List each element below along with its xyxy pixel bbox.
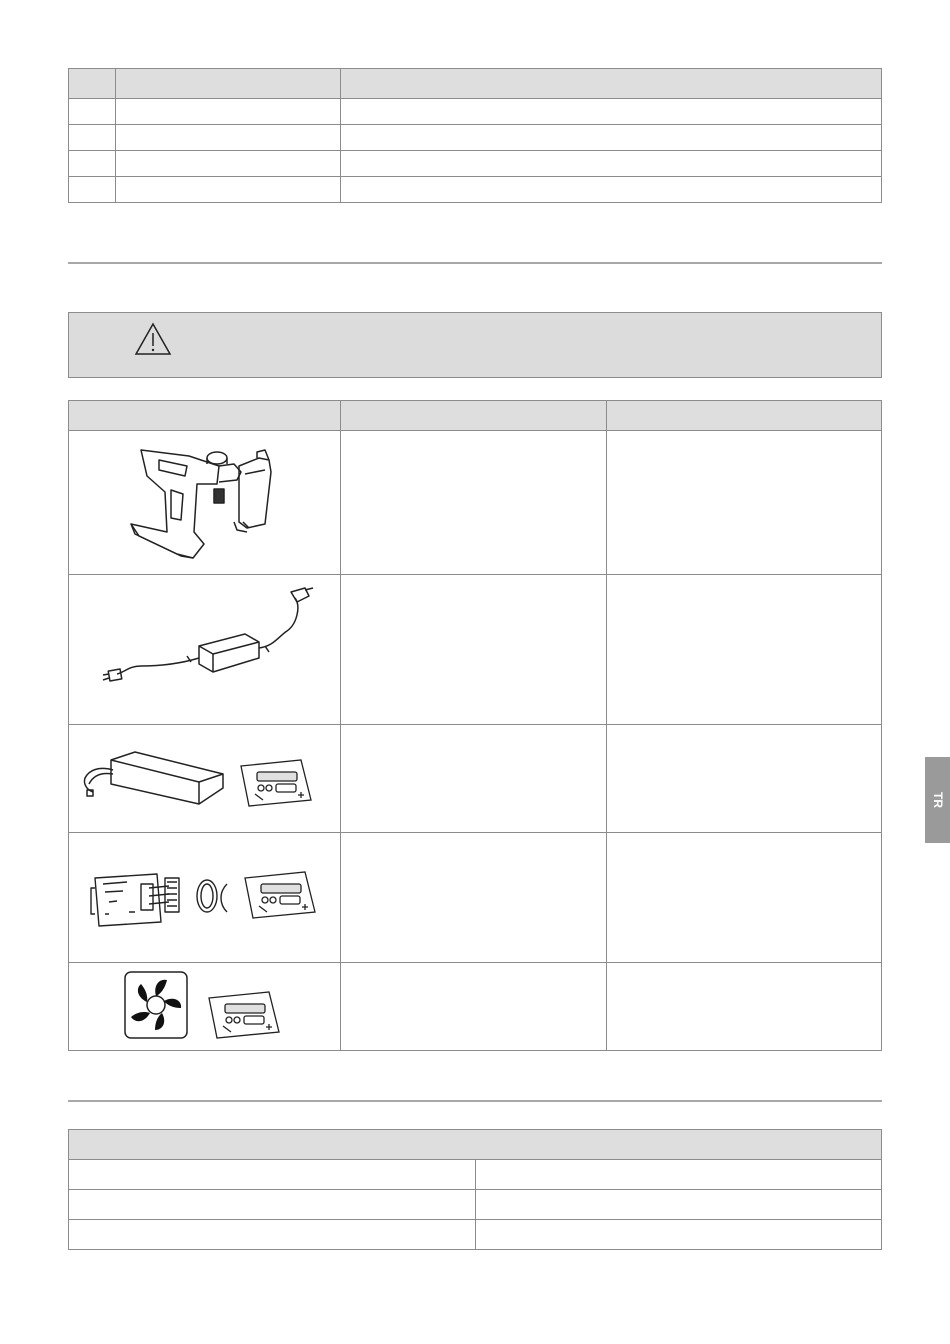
warning-triangle-icon [134,322,172,356]
circuit-board-ring-label-illustration [69,834,340,962]
parts-table-header-row [69,401,882,431]
part-description-cell [341,575,607,725]
top-table-cell [116,69,341,99]
table-row [69,833,882,963]
power-adapter-cable-illustration [69,576,340,724]
top-table-cell [341,151,882,177]
top-table-cell [341,99,882,125]
table-row [69,99,882,125]
part-description-cell [341,725,607,833]
table-row [69,725,882,833]
parts-table [68,400,882,1051]
part-description-cell [341,431,607,575]
bottom-table-header-row [69,1130,882,1160]
section-divider [68,1100,882,1102]
table-row [69,963,882,1051]
parts-table-header [341,401,607,431]
part-image-cell [69,431,341,575]
top-table-cell [341,69,882,99]
top-table-cell [69,69,116,99]
part-detail-cell [607,963,882,1051]
top-table-header-row [69,69,882,99]
table-row [69,431,882,575]
part-detail-cell [607,575,882,725]
table-row [69,151,882,177]
language-tab-label: TR [930,792,945,808]
table-row [69,125,882,151]
part-detail-cell [607,431,882,575]
part-detail-cell [607,833,882,963]
battery-pack-and-label-illustration [69,726,340,832]
top-table-cell [341,125,882,151]
language-tab-tr[interactable] [925,757,950,843]
mounting-bracket-illustration [69,432,340,574]
top-table-cell [69,125,116,151]
top-table-cell [116,151,341,177]
bottom-table [68,1129,882,1250]
top-table-cell [116,177,341,203]
table-row [69,1220,882,1250]
table-row [69,575,882,725]
top-table-cell [116,99,341,125]
parts-table-header [607,401,882,431]
part-image-cell [69,833,341,963]
table-row [69,1190,882,1220]
part-detail-cell [607,725,882,833]
fan-and-label-illustration [69,964,340,1050]
table-row [69,177,882,203]
part-image-cell [69,575,341,725]
part-description-cell [341,833,607,963]
bottom-table-header [69,1130,882,1160]
part-image-cell [69,963,341,1051]
bottom-table-cell [69,1190,476,1220]
bottom-table-cell [476,1220,882,1250]
top-table-cell [69,99,116,125]
top-table-cell [69,177,116,203]
table-row [69,1160,882,1190]
part-image-cell [69,725,341,833]
parts-table-header [69,401,341,431]
bottom-table-cell [476,1190,882,1220]
top-table-cell [69,151,116,177]
bottom-table-cell [69,1220,476,1250]
bottom-table-cell [69,1160,476,1190]
top-table-cell [341,177,882,203]
top-table-cell [116,125,341,151]
part-description-cell [341,963,607,1051]
warning-box [68,312,882,378]
section-divider [68,262,882,264]
top-table [68,68,882,203]
bottom-table-cell [476,1160,882,1190]
